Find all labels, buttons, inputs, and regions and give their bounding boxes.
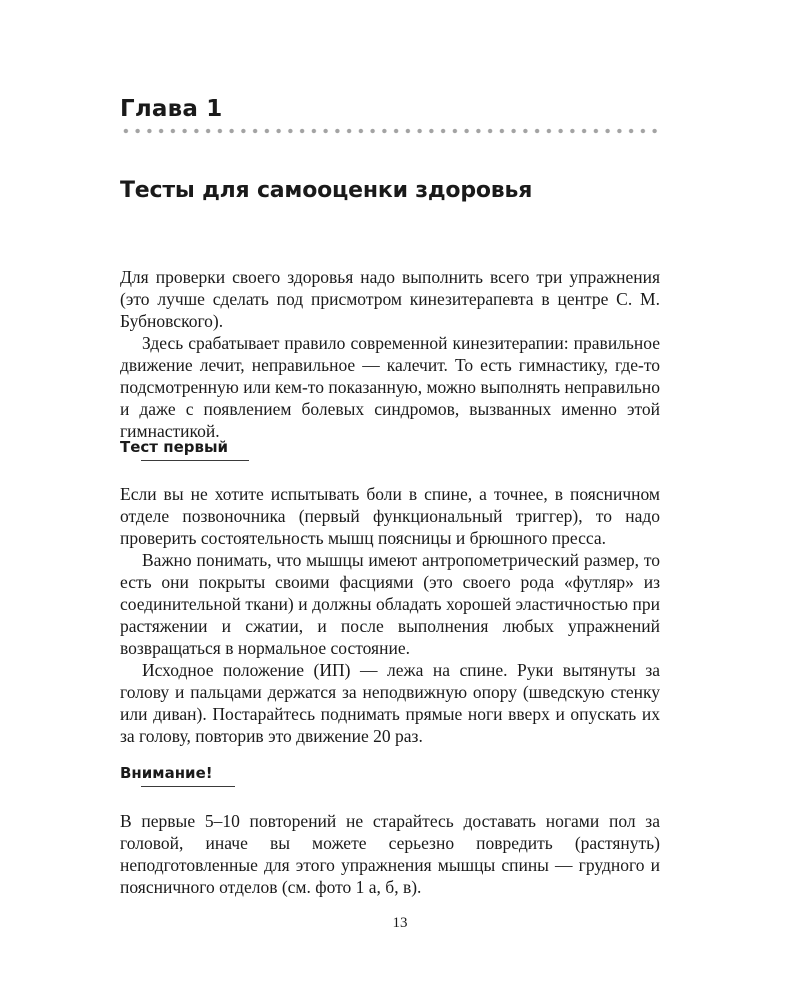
section-heading-test-1: Тест первый xyxy=(120,438,229,456)
section-heading-underline xyxy=(141,460,249,461)
test1-paragraph-3: Исходное положение (ИП) — лежа на спине. Руки вытянуты за голову и пальцами держатся за неподвижную опору (шведскую стенку или диван). Постарайтесь поднимать прямые ноги вверх и опускать их за голову, повторив это движение 20 раз. xyxy=(120,660,660,746)
chapter-label: Глава 1 xyxy=(120,96,223,122)
page-number: 13 xyxy=(392,915,408,931)
attention-paragraph-1: В первые 5–10 повторений не старайтесь доставать ногами пол за головой, иначе вы можете серьезно повредить (растянуть) неподготовленные для этого упражнения мышцы спины — грудного и поясничного отделов (см. фото 1 а, б, в). xyxy=(120,811,660,897)
section-heading-attention: Внимание! xyxy=(120,764,213,782)
section-heading-underline xyxy=(141,786,235,787)
test1-paragraph-2: Важно понимать, что мышцы имеют антропометрический размер, то есть они покрыты своими фасциями (это своего рода «футляр» из соединительной ткани) и должны обладать хорошей эластичностью при растяжении и сжатии, и после выполнения любых упражнений возвращаться в нормальное состояние. xyxy=(120,550,660,658)
intro-paragraph-1: Для проверки своего здоровья надо выполнить всего три упражнения (это лучше сделать под присмотром кинезитерапевта в центре С. М. Бубновского). xyxy=(120,267,660,331)
chapter-title: Тесты для самооценки здоровья xyxy=(120,178,533,203)
dotted-divider xyxy=(120,128,660,134)
intro-paragraph-2: Здесь срабатывает правило современной кинезитерапии: правильное движение лечит, неправильное — калечит. То есть гимнастику, где-то подсмотренную или кем-то показанную, можно выполнять неправильно и даже с появлением болевых синдромов, вызванных именно этой гимнастикой. xyxy=(120,333,660,441)
test1-paragraph-1: Если вы не хотите испытывать боли в спине, а точнее, в поясничном отделе позвоночника (первый функциональный триггер), то надо проверить состоятельность мышц поясницы и брюшного пресса. xyxy=(120,484,660,548)
